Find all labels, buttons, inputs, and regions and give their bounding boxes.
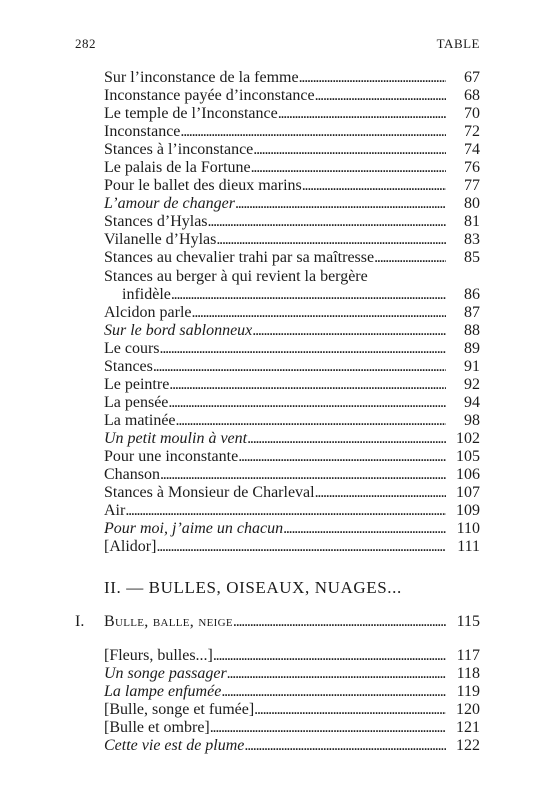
dot-leader — [278, 105, 446, 123]
dot-leader — [233, 613, 446, 631]
entry-page: 91 — [464, 357, 480, 375]
entry-title: [Bulle et ombre] — [104, 719, 210, 737]
entry-title: Stances à l’inconstance — [104, 141, 254, 159]
entry-page: 86 — [464, 285, 480, 303]
dot-leader — [315, 484, 446, 502]
dot-leader — [315, 87, 446, 105]
toc-entry — [104, 304, 480, 322]
entry-title: [Fleurs, bulles...] — [104, 647, 213, 664]
entry-title: Le temple de l’Inconstance — [104, 105, 278, 123]
toc-entry — [104, 213, 480, 231]
toc-entry — [104, 159, 480, 177]
entry-title: Le cours — [104, 339, 160, 357]
entry-page: 106 — [456, 466, 480, 484]
entry-page: 102 — [456, 429, 480, 447]
dot-leader — [168, 394, 446, 412]
entry-title: Stances au chevalier trahi par sa maîtresse — [104, 249, 375, 267]
entry-page: 74 — [464, 141, 480, 159]
toc-entry — [104, 249, 480, 267]
entry-title: Inconstance — [104, 123, 181, 141]
entry-title: Chanson — [104, 466, 160, 484]
chapter-entry — [75, 613, 480, 631]
entry-page: 121 — [456, 719, 480, 737]
dot-leader — [252, 322, 446, 340]
entry-title: Un songe passager — [104, 665, 227, 683]
dot-leader — [251, 159, 446, 177]
toc-entry — [104, 141, 480, 159]
entry-page: 92 — [464, 375, 480, 393]
toc-entry — [104, 701, 480, 719]
entry-page: 87 — [464, 303, 480, 321]
sub-toc-list — [104, 647, 480, 755]
entry-title: Sur le bord sablonneux — [104, 321, 253, 339]
toc-entry — [104, 520, 480, 538]
entry-title: L’amour de changer — [104, 195, 235, 213]
entry-page: 76 — [464, 159, 480, 177]
toc-entry — [104, 177, 480, 195]
toc-entry — [104, 340, 480, 358]
dot-leader — [169, 376, 446, 394]
dot-leader — [160, 340, 446, 358]
entry-page: 120 — [456, 701, 480, 719]
entry-title: Pour moi, j’aime un chacun — [104, 520, 284, 538]
toc-entry — [104, 358, 480, 376]
entry-title: La lampe enfumée — [104, 683, 222, 701]
entry-title: Sur l’inconstance de la femme — [104, 69, 299, 86]
entry-title: [Alidor] — [104, 538, 157, 556]
toc-entry — [104, 394, 480, 412]
dot-leader — [238, 448, 446, 466]
dot-leader — [171, 286, 446, 304]
toc-entry — [104, 412, 480, 430]
dot-leader — [227, 665, 446, 683]
entry-page: 110 — [456, 520, 480, 538]
dot-leader — [160, 466, 446, 484]
toc-entry — [104, 268, 480, 304]
entry-page: 117 — [456, 647, 480, 664]
entry-title-continued: infidèle — [122, 285, 171, 303]
dot-leader — [208, 213, 446, 231]
entry-page: 122 — [456, 737, 480, 755]
entry-page: 81 — [464, 213, 480, 231]
dot-leader — [283, 520, 446, 538]
toc-entry — [104, 123, 480, 141]
dot-leader — [125, 502, 446, 520]
running-title: TABLE — [436, 36, 480, 51]
entry-title: Pour le ballet des dieux marins — [104, 177, 302, 195]
entry-title: Le peintre — [104, 375, 170, 393]
dot-leader — [235, 195, 446, 213]
dot-leader — [302, 177, 446, 195]
entry-page: 89 — [464, 339, 480, 357]
dot-leader — [374, 249, 446, 267]
entry-page: 70 — [464, 105, 480, 123]
entry-title: Stances d’Hylas — [104, 213, 208, 231]
entry-title: Alcidon parle — [104, 303, 192, 321]
dot-leader — [213, 647, 446, 665]
toc-entry — [104, 87, 480, 105]
toc-entry — [104, 484, 480, 502]
entry-title: Stances — [104, 357, 153, 375]
entry-page: 94 — [464, 393, 480, 411]
entry-title: Un petit moulin à vent — [104, 429, 248, 447]
dot-leader — [247, 430, 446, 448]
toc-entry — [104, 665, 480, 683]
entry-page: 88 — [464, 321, 480, 339]
toc-entry — [104, 502, 480, 520]
entry-page: 107 — [456, 484, 480, 502]
entry-page: 83 — [464, 231, 480, 249]
toc-entry — [104, 538, 480, 556]
dot-leader — [254, 701, 446, 719]
toc-entry — [104, 719, 480, 737]
toc-entry — [104, 105, 480, 123]
toc-entry — [104, 448, 480, 466]
section-heading: II. — BULLES, OISEAUX, NUAGES... — [104, 578, 402, 597]
entry-page: 98 — [464, 411, 480, 429]
entry-page: 118 — [456, 665, 480, 683]
toc-entry — [104, 737, 480, 755]
toc-entry — [104, 683, 480, 701]
entry-page: 85 — [464, 249, 480, 267]
dot-leader — [216, 231, 446, 249]
dot-leader — [180, 123, 446, 141]
entry-page: 77 — [464, 177, 480, 195]
toc-entry — [104, 322, 480, 340]
dot-leader — [221, 683, 446, 701]
toc-entry — [104, 231, 480, 249]
dot-leader — [176, 412, 446, 430]
chapter-number: I. — [75, 613, 85, 630]
entry-page: 80 — [464, 195, 480, 213]
entry-title: La pensée — [104, 393, 169, 411]
entry-page: 68 — [464, 87, 480, 105]
entry-title: Stances au berger à qui revient la bergère — [104, 267, 368, 285]
entry-title: [Bulle, songe et fumée] — [104, 701, 255, 719]
toc-entry — [104, 430, 480, 448]
page-number: 282 — [75, 36, 96, 51]
entry-title: Le palais de la Fortune — [104, 159, 251, 177]
entry-page: 109 — [456, 502, 480, 520]
toc-entry — [104, 376, 480, 394]
toc-entry — [104, 69, 480, 87]
toc-entry — [104, 466, 480, 484]
entry-title: Air — [104, 502, 126, 520]
entry-title: Inconstance payée d’inconstance — [104, 87, 315, 105]
entry-page: 67 — [464, 69, 480, 86]
dot-leader — [192, 304, 446, 322]
toc-entry — [104, 195, 480, 213]
toc-list — [104, 69, 480, 556]
dot-leader — [299, 69, 446, 87]
chapter-page: 115 — [456, 613, 480, 630]
entry-page: 111 — [457, 538, 480, 556]
entry-page: 105 — [456, 447, 480, 465]
entry-title: Stances à Monsieur de Charleval — [104, 484, 315, 502]
chapter-title: Bulle, balle, neige — [104, 613, 233, 630]
entry-title: La matinée — [104, 411, 176, 429]
dot-leader — [156, 538, 446, 556]
entry-page: 119 — [456, 683, 480, 701]
entry-title: Pour une inconstante — [104, 447, 239, 465]
dot-leader — [244, 737, 446, 755]
entry-title: Cette vie est de plume — [104, 737, 245, 755]
toc-entry — [104, 647, 480, 665]
dot-leader — [153, 358, 446, 376]
entry-title: Vilanelle d’Hylas — [104, 231, 217, 249]
dot-leader — [210, 719, 446, 737]
entry-page: 72 — [464, 123, 480, 141]
dot-leader — [253, 141, 446, 159]
